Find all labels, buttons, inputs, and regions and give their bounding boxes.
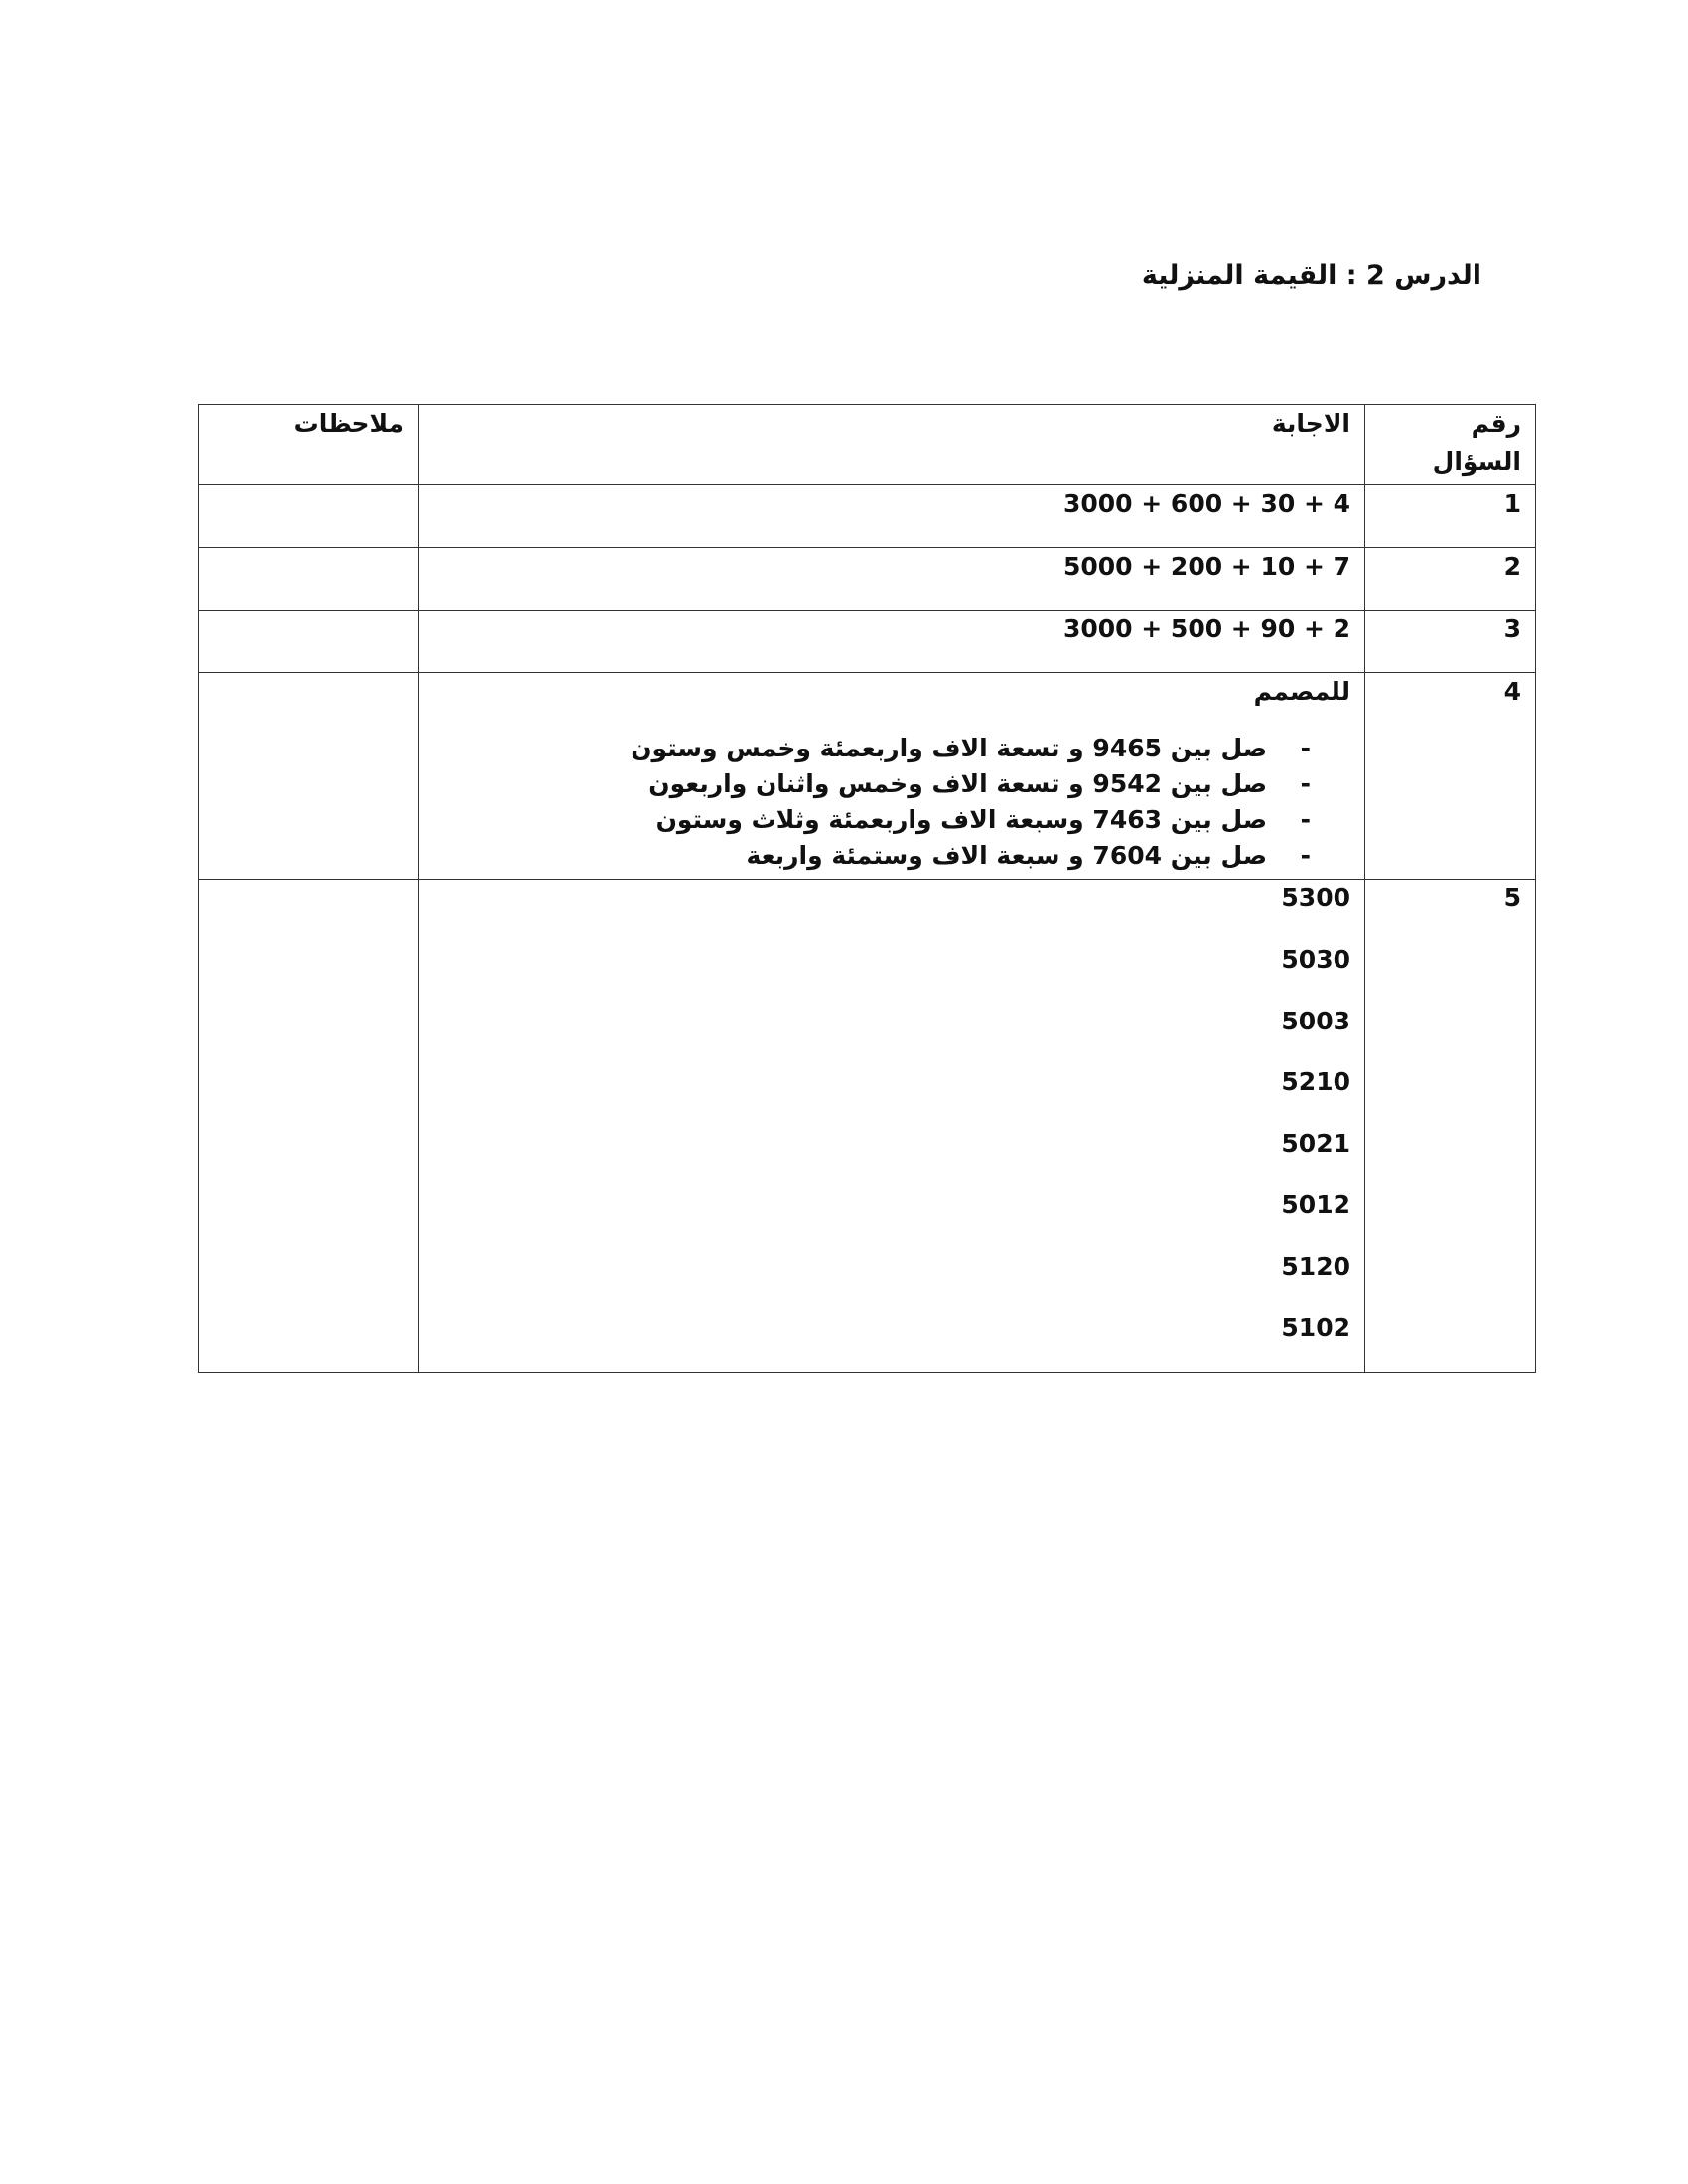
answer-text: 3000 + 600 + 30 + 4 [1062, 489, 1350, 518]
answer-cell [419, 673, 1365, 880]
list-item [429, 838, 1350, 874]
list-item [429, 802, 1350, 838]
question-number: 1 [1503, 489, 1521, 518]
notes-cell [199, 548, 419, 611]
list-item-text: صل بين 9542 و تسعة الاف وخمس واثنان واربعون [648, 769, 1267, 798]
answer-cell [419, 485, 1365, 548]
list-item: 5003 [1281, 1006, 1350, 1035]
question-number: 2 [1503, 552, 1521, 581]
list-item: 5030 [1281, 944, 1350, 974]
header-notes [199, 405, 419, 485]
header-answer-label: الاجابة [1271, 409, 1350, 438]
question-number: 4 [1503, 677, 1521, 706]
question-number-cell [1365, 880, 1536, 1373]
page-title: الدرس 2 : القيمة المنزلية [1141, 260, 1481, 291]
dash-marker: - [1300, 734, 1311, 762]
answers-table [198, 404, 1536, 1373]
header-answer [419, 405, 1365, 485]
list-item: 5120 [1281, 1251, 1350, 1281]
notes-cell [199, 611, 419, 673]
table-row [199, 673, 1536, 880]
list-item-text: صل بين 9465 و تسعة الاف واربعمئة وخمس وستون [631, 734, 1267, 762]
notes-cell [199, 485, 419, 548]
question-number-cell [1365, 485, 1536, 548]
list-item: 5021 [1281, 1129, 1350, 1159]
table-row [199, 548, 1536, 611]
list-item-text: صل بين 7604 و سبعة الاف وستمئة واربعة [746, 841, 1267, 870]
list-item [429, 731, 1350, 766]
table-row [199, 485, 1536, 548]
list-item-text: صل بين 7463 وسبعة الاف واربعمئة وثلاث وستون [655, 805, 1267, 834]
question-number-cell [1365, 673, 1536, 880]
header-question-number [1365, 405, 1536, 485]
answer-text: 5000 + 200 + 10 + 7 [1062, 552, 1350, 581]
table-header-row [199, 405, 1536, 485]
list-item: 5300 [1281, 884, 1350, 912]
answer-heading: للمصمم [1253, 677, 1350, 706]
list-item: 5102 [1281, 1312, 1350, 1342]
table-row [199, 880, 1536, 1373]
header-notes-label: ملاحظات [293, 409, 404, 438]
header-question-number-label: رقم السؤال [1432, 409, 1521, 476]
list-item: 5012 [1281, 1189, 1350, 1219]
answer-cell [419, 880, 1365, 1373]
question-number: 5 [1503, 884, 1521, 912]
question-number-cell [1365, 548, 1536, 611]
notes-cell [199, 880, 419, 1373]
answer-cell [419, 611, 1365, 673]
table-row [199, 611, 1536, 673]
notes-cell [199, 673, 419, 880]
question-number-cell [1365, 611, 1536, 673]
answer-text: 3000 + 500 + 90 + 2 [1062, 614, 1350, 643]
list-item [429, 766, 1350, 802]
question-number: 3 [1503, 614, 1521, 643]
dash-marker: - [1300, 769, 1311, 798]
list-item: 5210 [1281, 1067, 1350, 1097]
matching-list [429, 731, 1350, 874]
dash-marker: - [1300, 841, 1311, 870]
answer-cell [419, 548, 1365, 611]
dash-marker: - [1300, 805, 1311, 834]
number-list [429, 880, 1350, 1370]
